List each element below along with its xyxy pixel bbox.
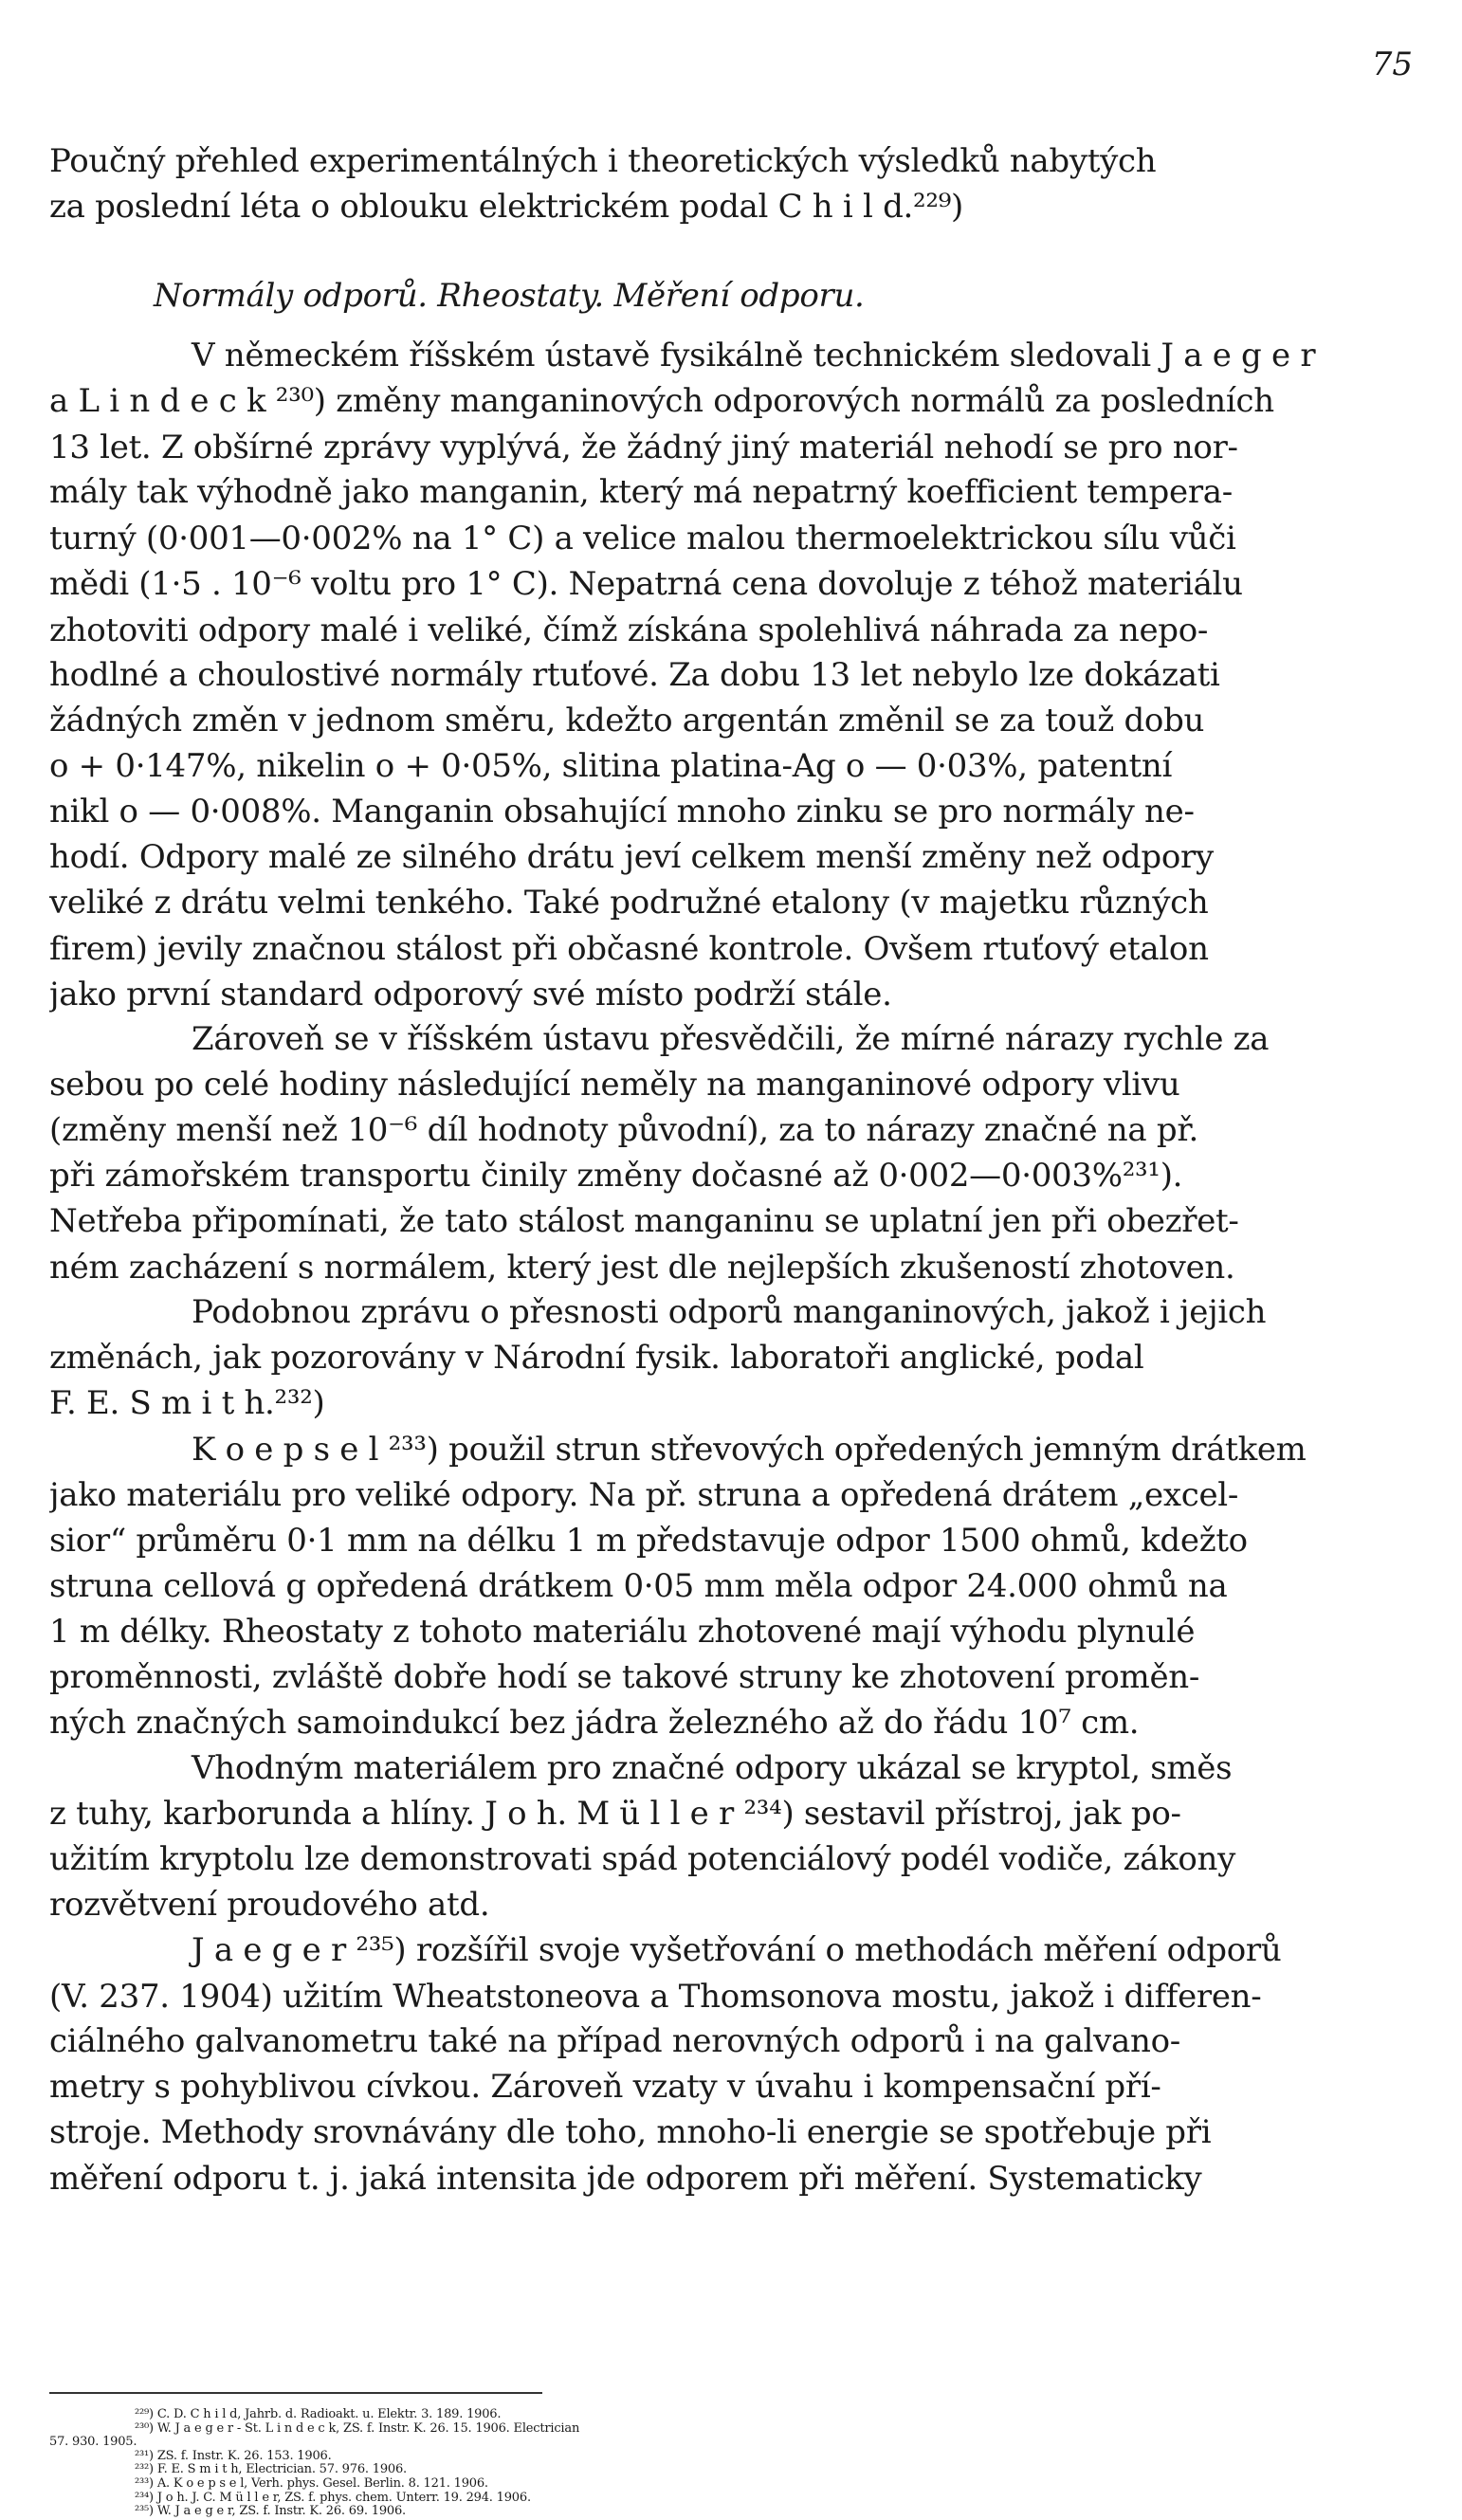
body-line: jako materiálu pro veliké odpory. Na př. struna a opředená drátem „excel- [49,1476,1239,1514]
footnote-line: 57. 930. 1905. [49,2436,137,2450]
body-line: Vhodným materiálem pro značné odpory ukázal se kryptol, směs [192,1749,1233,1787]
body-line: změnách, jak pozorovány v Národní fysik. laboratoři anglické, podal [49,1339,1144,1377]
body-line: proměnnosti, zvláště dobře hodí se takové struny ke zhotovení proměn- [49,1658,1200,1696]
body-line: rozvětvení proudového atd. [49,1886,490,1924]
body-line: Podobnou zprávu o přesnosti odporů manganinových, jakož i jejich [192,1293,1267,1331]
body-line: F. E. S m i t h.²³²) [49,1384,325,1422]
body-line: Netřeba připomínati, že tato stálost manganinu se uplatní jen při obezřet- [49,1202,1239,1240]
body-line: Poučný přehled experimentálných i theoretických výsledků nabytých [49,142,1157,180]
body-line: mály tak výhodně jako manganin, který má nepatrný koefficient tempera- [49,473,1233,511]
body-line: 13 let. Z obšírné zprávy vyplývá, že žádný jiný materiál nehodí se pro nor- [49,429,1238,466]
body-line: nikl o — 0·008%. Manganin obsahující mnoho zinku se pro normály ne- [49,793,1195,831]
body-line: struna cellová g opředená drátkem 0·05 mm měla odpor 24.000 ohmů na [49,1567,1228,1605]
body-line: (změny menší než 10⁻⁶ díl hodnoty původní), za to nárazy značné na př. [49,1111,1199,1149]
body-line: za poslední léta o oblouku elektrickém podal C h i l d.²²⁹) [49,188,964,226]
body-line: hodlné a choulostivé normály rtuťové. Za dobu 13 let nebylo lze dokázati [49,656,1220,694]
footnote-line: ²³⁰) W. J a e g e r - St. L i n d e c k, ZS. f. Instr. K. 26. 15. 1906. Electrician [135,2421,580,2436]
body-line: J a e g e r ²³⁵) rozšířil svoje vyšetřování o methodách měření odporů [192,1931,1282,1969]
body-line: ném zacházení s normálem, který jest dle nejlepších zkušeností zhotoven. [49,1249,1235,1287]
body-line: (V. 237. 1904) užitím Wheatstoneova a Thomsonova mostu, jakož i differen- [49,1978,1262,2016]
footnote-line: ²³⁴) J o h. J. C. M ü l l e r, ZS. f. phys. chem. Unterr. 19. 294. 1906. [135,2491,531,2505]
page-number: 75 [1371,46,1413,83]
body-line: žádných změn v jednom směru, kdežto argentán změnil se za touž dobu [49,702,1205,740]
body-line: z tuhy, karborunda a hlíny. J o h. M ü l l e r ²³⁴) sestavil přístroj, jak po- [49,1795,1181,1833]
body-line: stroje. Methody srovnávány dle toho, mnoho-li energie se spotřebuje při [49,2113,1212,2151]
body-line: měření odporu t. j. jaká intensita jde odporem při měření. Systematicky [49,2160,1202,2198]
body-line: užitím kryptolu lze demonstrovati spád potenciálový podél vodiče, zákony [49,1840,1236,1878]
body-line: zhotoviti odpory malé i veliké, čímž získána spolehlivá náhrada za nepo- [49,612,1209,649]
footnote-line: ²³⁵) W. J a e g e r, ZS. f. Instr. K. 26. 69. 1906. [135,2505,406,2519]
body-line: jako první standard odporový své místo podrží stále. [49,976,892,1013]
body-line: veliké z drátu velmi tenkého. Také podružné etalony (v majetku různých [49,884,1209,922]
body-line: o + 0·147%, nikelin o + 0·05%, slitina platina-Ag o — 0·03%, patentní [49,747,1173,785]
footnote-line: ²³³) A. K o e p s e l, Verh. phys. Gesel. Berlin. 8. 121. 1906. [135,2477,488,2491]
footnote-line: ²³²) F. E. S m i t h, Electrician. 57. 976. 1906. [135,2463,407,2477]
body-line: metry s pohyblivou cívkou. Zároveň vzaty v úvahu i kompensační pří- [49,2068,1161,2106]
body-line: V německém říšském ústavě fysikálně technickém sledovali J a e g e r [192,337,1316,374]
footnote-line: ²³¹) ZS. f. Instr. K. 26. 153. 1906. [135,2449,332,2463]
body-line: 1 m délky. Rheostaty z tohoto materiálu zhotovené mají výhodu plynulé [49,1613,1196,1651]
body-line: hodí. Odpory malé ze silného drátu jeví celkem menší změny než odpory [49,838,1214,876]
body-line: Zároveň se v říšském ústavu přesvědčili, že mírné nárazy rychle za [192,1020,1270,1058]
body-line: sior“ průměru 0·1 mm na délku 1 m představuje odpor 1500 ohmů, kdežto [49,1522,1248,1560]
body-line: turný (0·001—0·002% na 1° C) a velice malou thermoelektrickou sílu vůči [49,520,1236,557]
footnote-line: ²²⁹) C. D. C h i l d, Jahrb. d. Radioakt. u. Elektr. 3. 189. 1906. [135,2408,502,2421]
body-line: při zámořském transportu činily změny dočasné až 0·002—0·003%²³¹). [49,1157,1183,1195]
body-line: ných značných samoindukcí bez jádra železného až do řádu 10⁷ cm. [49,1704,1140,1742]
body-line: K o e p s e l ²³³) použil strun střevových opředených jemným drátkem [192,1431,1307,1469]
body-line: a L i n d e c k ²³⁰) změny manganinových odporových normálů za posledních [49,382,1274,420]
body-line: firem) jevily značnou stálost při občasné kontrole. Ovšem rtuťový etalon [49,930,1209,968]
body-line: ciálného galvanometru také na případ nerovných odporů i na galvano- [49,2022,1180,2060]
footnote-divider [49,2392,542,2394]
body-line: mědi (1·5 . 10⁻⁶ voltu pro 1° C). Nepatrná cena dovoluje z téhož materiálu [49,565,1243,603]
body-line: sebou po celé hodiny následující neměly na manganinové odpory vlivu [49,1066,1180,1104]
section-heading: Normály odporů. Rheostaty. Měření odporu. [154,277,865,315]
